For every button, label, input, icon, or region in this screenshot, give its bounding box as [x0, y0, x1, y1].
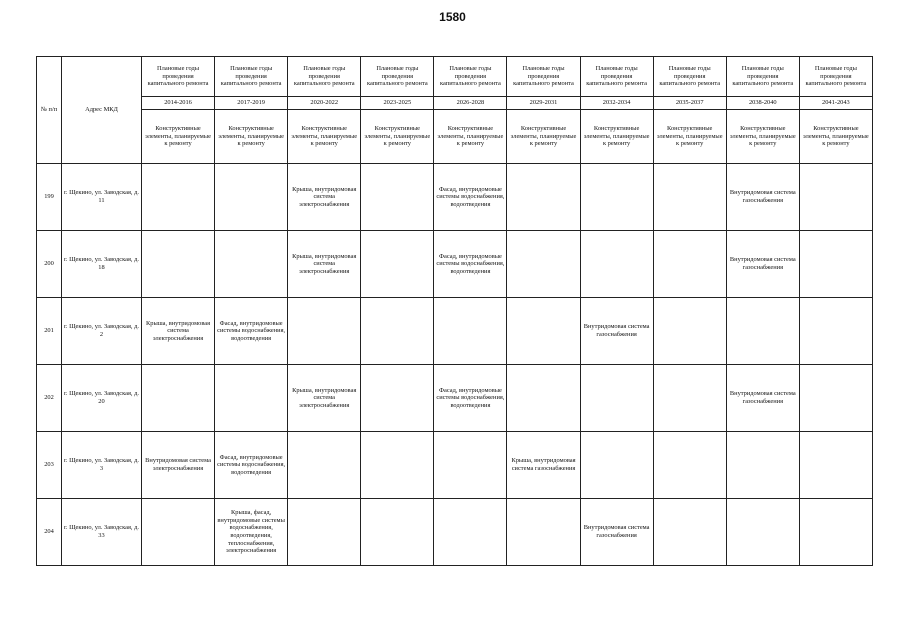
repair-elements-cell — [434, 432, 507, 499]
header-planned-years: Плановые годы проведения капитального ремонта — [215, 57, 288, 97]
repair-elements-cell — [799, 164, 872, 231]
row-address: г. Щекино, ул. Заводская, д. 18 — [62, 231, 142, 298]
repair-elements-cell — [361, 164, 434, 231]
repair-elements-cell — [215, 231, 288, 298]
header-period: 2023-2025 — [361, 97, 434, 110]
header-planned-years: Плановые годы проведения капитального ремонта — [799, 57, 872, 97]
repair-elements-cell — [580, 164, 653, 231]
repair-elements-cell — [142, 164, 215, 231]
row-address: г. Щекино, ул. Заводская, д. 3 — [62, 432, 142, 499]
row-address: г. Щекино, ул. Заводская, д. 11 — [62, 164, 142, 231]
header-period: 2032-2034 — [580, 97, 653, 110]
repair-elements-cell — [507, 231, 580, 298]
periods-row — [37, 97, 873, 110]
table-row — [37, 164, 873, 231]
header-num: № п/п — [37, 57, 62, 164]
repair-elements-cell — [361, 231, 434, 298]
header-period: 2014-2016 — [142, 97, 215, 110]
row-number: 204 — [37, 499, 62, 566]
repair-elements-cell: Внутридомовая система газоснабжения — [580, 298, 653, 365]
table-row — [37, 365, 873, 432]
repair-elements-cell — [580, 365, 653, 432]
repair-elements-cell — [507, 164, 580, 231]
repair-elements-cell — [726, 499, 799, 566]
header-planned-years: Плановые годы проведения капитального ремонта — [288, 57, 361, 97]
repair-elements-cell — [142, 231, 215, 298]
repair-elements-cell — [361, 298, 434, 365]
header-period: 2029-2031 — [507, 97, 580, 110]
header-address: Адрес МКД — [62, 57, 142, 164]
repair-elements-cell — [361, 365, 434, 432]
table-row — [37, 231, 873, 298]
repair-elements-cell: Крыша, внутридомовая система электроснабжения — [288, 164, 361, 231]
header-planned-years: Плановые годы проведения капитального ремонта — [726, 57, 799, 97]
repair-elements-cell — [288, 298, 361, 365]
header-elements: Конструктивные элементы, планируемые к ремонту — [215, 110, 288, 164]
table-row — [37, 298, 873, 365]
row-number: 203 — [37, 432, 62, 499]
table-body — [37, 164, 873, 566]
header-elements: Конструктивные элементы, планируемые к ремонту — [726, 110, 799, 164]
repair-elements-cell: Крыша, внутридомовая система газоснабжения — [507, 432, 580, 499]
header-planned-years: Плановые годы проведения капитального ремонта — [653, 57, 726, 97]
repair-elements-cell — [142, 499, 215, 566]
repair-elements-cell: Фасад, внутридомовые системы водоснабжения, водоотведения — [215, 432, 288, 499]
repair-elements-cell: Фасад, внутридомовые системы водоснабжения, водоотведения — [215, 298, 288, 365]
header-elements: Конструктивные элементы, планируемые к ремонту — [361, 110, 434, 164]
repair-elements-cell: Крыша, внутридомовая система электроснабжения — [288, 365, 361, 432]
header-period: 2035-2037 — [653, 97, 726, 110]
header-planned-years: Плановые годы проведения капитального ремонта — [361, 57, 434, 97]
repair-elements-cell: Внутридомовая система газоснабжения — [726, 231, 799, 298]
repair-elements-cell — [507, 499, 580, 566]
repair-elements-cell — [142, 365, 215, 432]
capital-repair-table — [36, 56, 873, 566]
repair-elements-cell: Фасад, внутридомовые системы водоснабжения, водоотведения — [434, 365, 507, 432]
header-period: 2026-2028 — [434, 97, 507, 110]
elements-row — [37, 110, 873, 164]
repair-elements-cell: Внутридомовая система газоснабжения — [580, 499, 653, 566]
repair-elements-cell — [288, 432, 361, 499]
repair-elements-cell — [799, 432, 872, 499]
repair-elements-cell — [799, 365, 872, 432]
repair-elements-cell — [653, 231, 726, 298]
repair-elements-cell — [653, 499, 726, 566]
header-period: 2038-2040 — [726, 97, 799, 110]
header-period: 2017-2019 — [215, 97, 288, 110]
repair-elements-cell — [361, 499, 434, 566]
repair-elements-cell: Крыша, внутридомовая система электроснабжения — [142, 298, 215, 365]
row-address: г. Щекино, ул. Заводская, д. 33 — [62, 499, 142, 566]
repair-elements-cell — [799, 298, 872, 365]
repair-elements-cell: Фасад, внутридомовые системы водоснабжения, водоотведения — [434, 164, 507, 231]
repair-elements-cell — [215, 365, 288, 432]
header-elements: Конструктивные элементы, планируемые к ремонту — [799, 110, 872, 164]
planned-years-row — [37, 57, 873, 97]
header-elements: Конструктивные элементы, планируемые к ремонту — [653, 110, 726, 164]
repair-elements-cell — [799, 499, 872, 566]
row-number: 199 — [37, 164, 62, 231]
header-elements: Конструктивные элементы, планируемые к ремонту — [434, 110, 507, 164]
repair-elements-cell — [288, 499, 361, 566]
repair-elements-cell: Крыша, внутридомовая система электроснабжения — [288, 231, 361, 298]
header-elements: Конструктивные элементы, планируемые к ремонту — [288, 110, 361, 164]
repair-elements-cell — [434, 298, 507, 365]
header-elements: Конструктивные элементы, планируемые к ремонту — [507, 110, 580, 164]
repair-elements-cell — [434, 499, 507, 566]
row-address: г. Щекино, ул. Заводская, д. 2 — [62, 298, 142, 365]
repair-elements-cell — [726, 298, 799, 365]
repair-elements-cell: Внутридомовая система газоснабжения — [726, 164, 799, 231]
row-address: г. Щекино, ул. Заводская, д. 20 — [62, 365, 142, 432]
header-planned-years: Плановые годы проведения капитального ремонта — [507, 57, 580, 97]
repair-elements-cell: Крыша, фасад, внутридомовые системы водоснабжения, водоотведения, теплоснабжения, электроснабжения — [215, 499, 288, 566]
repair-elements-cell — [653, 432, 726, 499]
header-planned-years: Плановые годы проведения капитального ремонта — [580, 57, 653, 97]
repair-elements-cell — [215, 164, 288, 231]
repair-elements-cell — [799, 231, 872, 298]
repair-elements-cell: Фасад, внутридомовые системы водоснабжения, водоотведения — [434, 231, 507, 298]
repair-elements-cell — [726, 432, 799, 499]
row-number: 200 — [37, 231, 62, 298]
repair-elements-cell — [507, 298, 580, 365]
repair-elements-cell — [653, 164, 726, 231]
repair-elements-cell — [507, 365, 580, 432]
row-number: 201 — [37, 298, 62, 365]
repair-elements-cell: Внутридомовая система электроснабжения — [142, 432, 215, 499]
repair-elements-cell — [653, 365, 726, 432]
row-number: 202 — [37, 365, 62, 432]
header-elements: Конструктивные элементы, планируемые к ремонту — [142, 110, 215, 164]
header-planned-years: Плановые годы проведения капитального ремонта — [142, 57, 215, 97]
header-elements: Конструктивные элементы, планируемые к ремонту — [580, 110, 653, 164]
table-row — [37, 499, 873, 566]
repair-elements-cell — [580, 231, 653, 298]
repair-elements-cell — [361, 432, 434, 499]
table-row — [37, 432, 873, 499]
header-period: 2020-2022 — [288, 97, 361, 110]
header-period: 2041-2043 — [799, 97, 872, 110]
header-planned-years: Плановые годы проведения капитального ремонта — [434, 57, 507, 97]
page-number: 1580 — [439, 10, 466, 24]
repair-elements-cell: Внутридомовая система газоснабжения — [726, 365, 799, 432]
repair-elements-cell — [653, 298, 726, 365]
repair-elements-cell — [580, 432, 653, 499]
